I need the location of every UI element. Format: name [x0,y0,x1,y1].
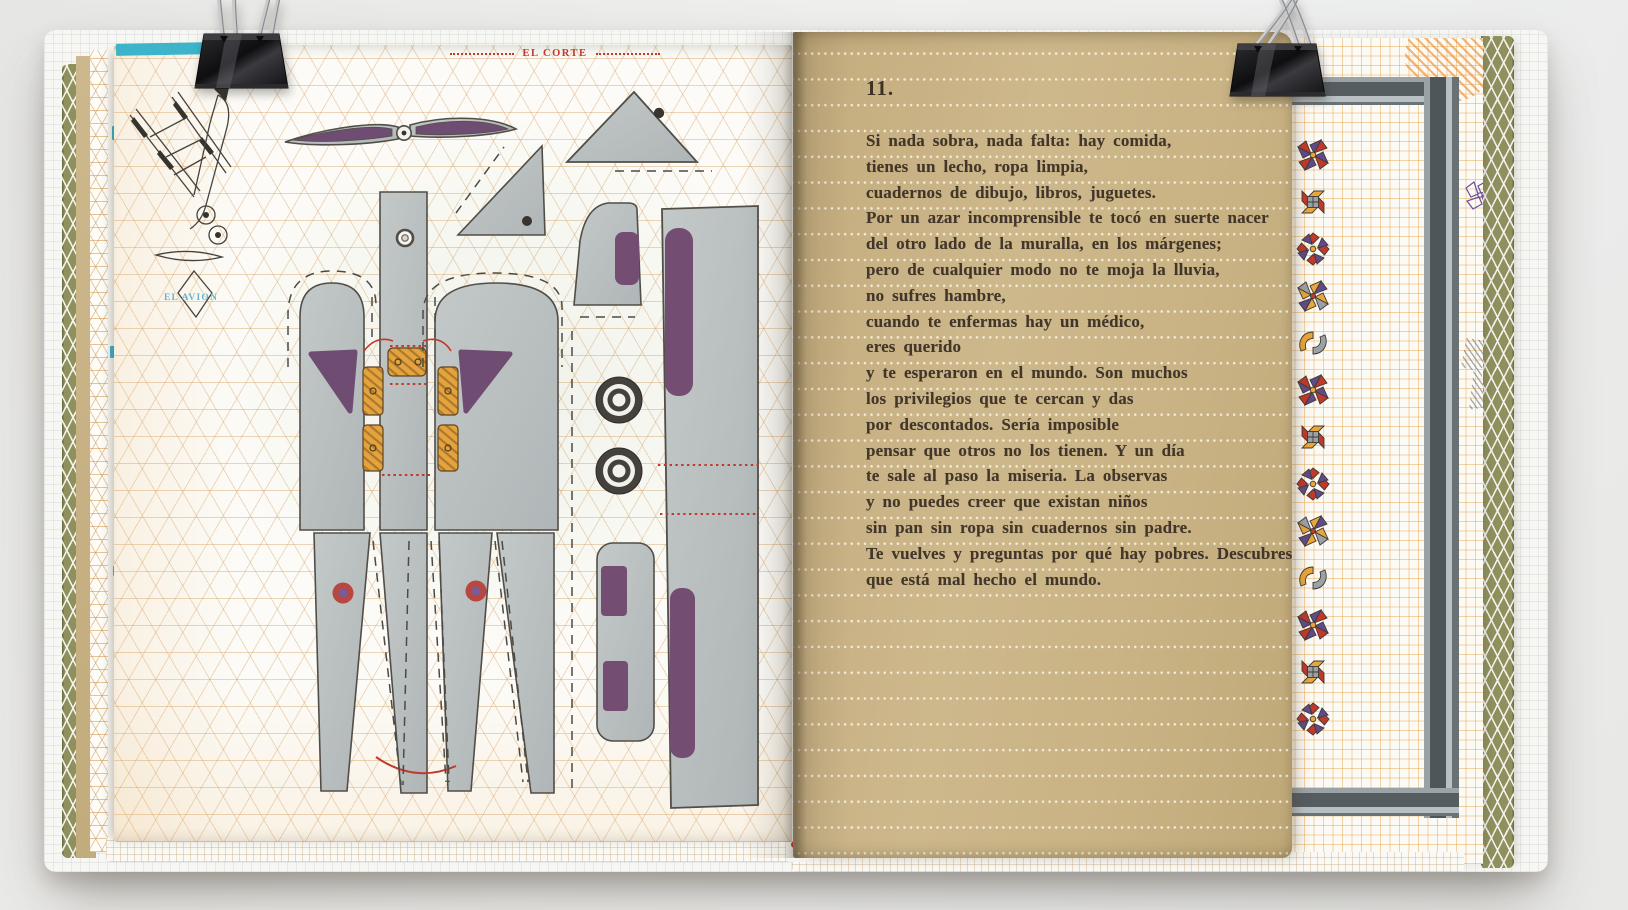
cover-lattice-edge-right [1481,36,1514,868]
poem-line: Si nada sobra, nada falta: hay comida, [866,131,1172,150]
poem-line: Te vuelves y preguntas por qué hay pobres. Descubres [866,543,1293,563]
diamond-red-purple-pinwheel-icon [1296,467,1330,501]
airplane-sketch-label: EL AVION [164,293,219,303]
hatched-shape-ornament [1461,338,1483,410]
pinwheel-outline-sketch [1461,176,1483,214]
set-square-triangle-piece [456,146,545,235]
blade-square-grey-center-pinwheel-icon [1296,185,1330,219]
dotted-rule-left [450,53,514,55]
cut-line-header-label: EL CORTE [522,48,588,59]
dotted-rule-right [596,53,660,55]
poem-line: y no puedes creer que existan niños [866,492,1148,512]
diamond-red-purple-pinwheel-icon [1296,232,1330,266]
clip-body [195,34,288,88]
poem-line: te sale al paso la miseria. La observas [866,466,1168,486]
left-page-cutout-sheet [114,45,792,842]
poem-line: eres querido [866,337,962,357]
window-frame-piece [597,543,654,741]
poem-line: pero de cualquier modo no te moja la lluvia, [866,259,1220,279]
pinwheel-graphic [1296,326,1330,360]
wheel-pieces [596,377,642,494]
windmill-purple-grey-pinwheel-icon [1296,514,1330,548]
poem-line: cuando te enfermas hay un médico, [866,311,1145,331]
airplane-sketch [130,83,231,317]
binder-clip-right [1218,0,1336,102]
poem-section-number: 11. [866,76,895,100]
cut-line-header [445,48,665,59]
right-page-poem [793,32,1292,858]
fuselage-panel-piece [658,206,759,808]
pinwheel-graphic [1296,373,1330,407]
blade-square-grey-center-pinwheel-icon [1296,655,1330,689]
poem-text [866,128,1293,592]
poem-line: los privilegios que te cercan y das [866,388,1134,408]
poem-line: tienes un lecho, ropa limpia, [866,156,1089,176]
poem-line: Por un azar incomprensible te tocó en suerte nacer [866,208,1269,228]
pinwheel-pattern-page [1285,38,1483,864]
windmill-red-purple-pinwheel-icon [1296,608,1330,642]
poem-line: cuadernos de dibujo, libros, juguetes. [866,182,1157,202]
truck-cab-piece [574,203,641,305]
poem-line: y te esperaron en el mundo. Son muchos [866,363,1188,383]
pinwheel-graphic [1296,655,1330,689]
windmill-red-purple-pinwheel-icon [1296,138,1330,172]
pinwheel-graphic [1296,279,1330,313]
clip-wire-handles [1256,0,1312,46]
pinwheel-graphic [1296,138,1330,172]
pinwheel-graphic [1296,514,1330,548]
pinwheel-graphic [1296,185,1330,219]
binder-clip-left [182,0,300,98]
windmill-purple-grey-pinwheel-icon [1296,279,1330,313]
poem-line: que está mal hecho el mundo. [866,569,1102,589]
pinwheel-graphic [1296,702,1330,736]
propeller-piece [285,118,516,145]
windmill-red-purple-pinwheel-icon [1296,373,1330,407]
pinwheel-graphic [1296,561,1330,595]
grey-frame-side [1424,77,1459,818]
cutout-template-graphic [114,45,792,842]
clip-wire-handles [219,0,280,38]
pinwheel-graphic [1296,232,1330,266]
poem-line: no sufres hambre, [866,285,1006,305]
poem-line: sin pan sin ropa sin cuadernos sin padre. [866,517,1192,537]
pinwheel-graphic [1296,608,1330,642]
clip-body [1230,44,1325,96]
pinwheel-ornament-column [1296,138,1332,736]
poem-line: pensar que otros no los tienen. Y un día [866,440,1185,460]
swirl-yellow-grey-pinwheel-icon [1296,561,1330,595]
poem-line: por descontados. Sería imposible [866,414,1120,434]
pinwheel-graphic [1296,420,1330,454]
pinwheel-graphic [1296,467,1330,501]
poem-line: del otro lado de la muralla, en los márgenes; [866,234,1222,254]
blade-square-grey-center-pinwheel-icon [1296,420,1330,454]
swirl-yellow-grey-pinwheel-icon [1296,326,1330,360]
diamond-red-purple-pinwheel-icon [1296,702,1330,736]
grey-frame-bottom [1285,788,1459,816]
tail-fin-triangle-piece [567,92,712,171]
